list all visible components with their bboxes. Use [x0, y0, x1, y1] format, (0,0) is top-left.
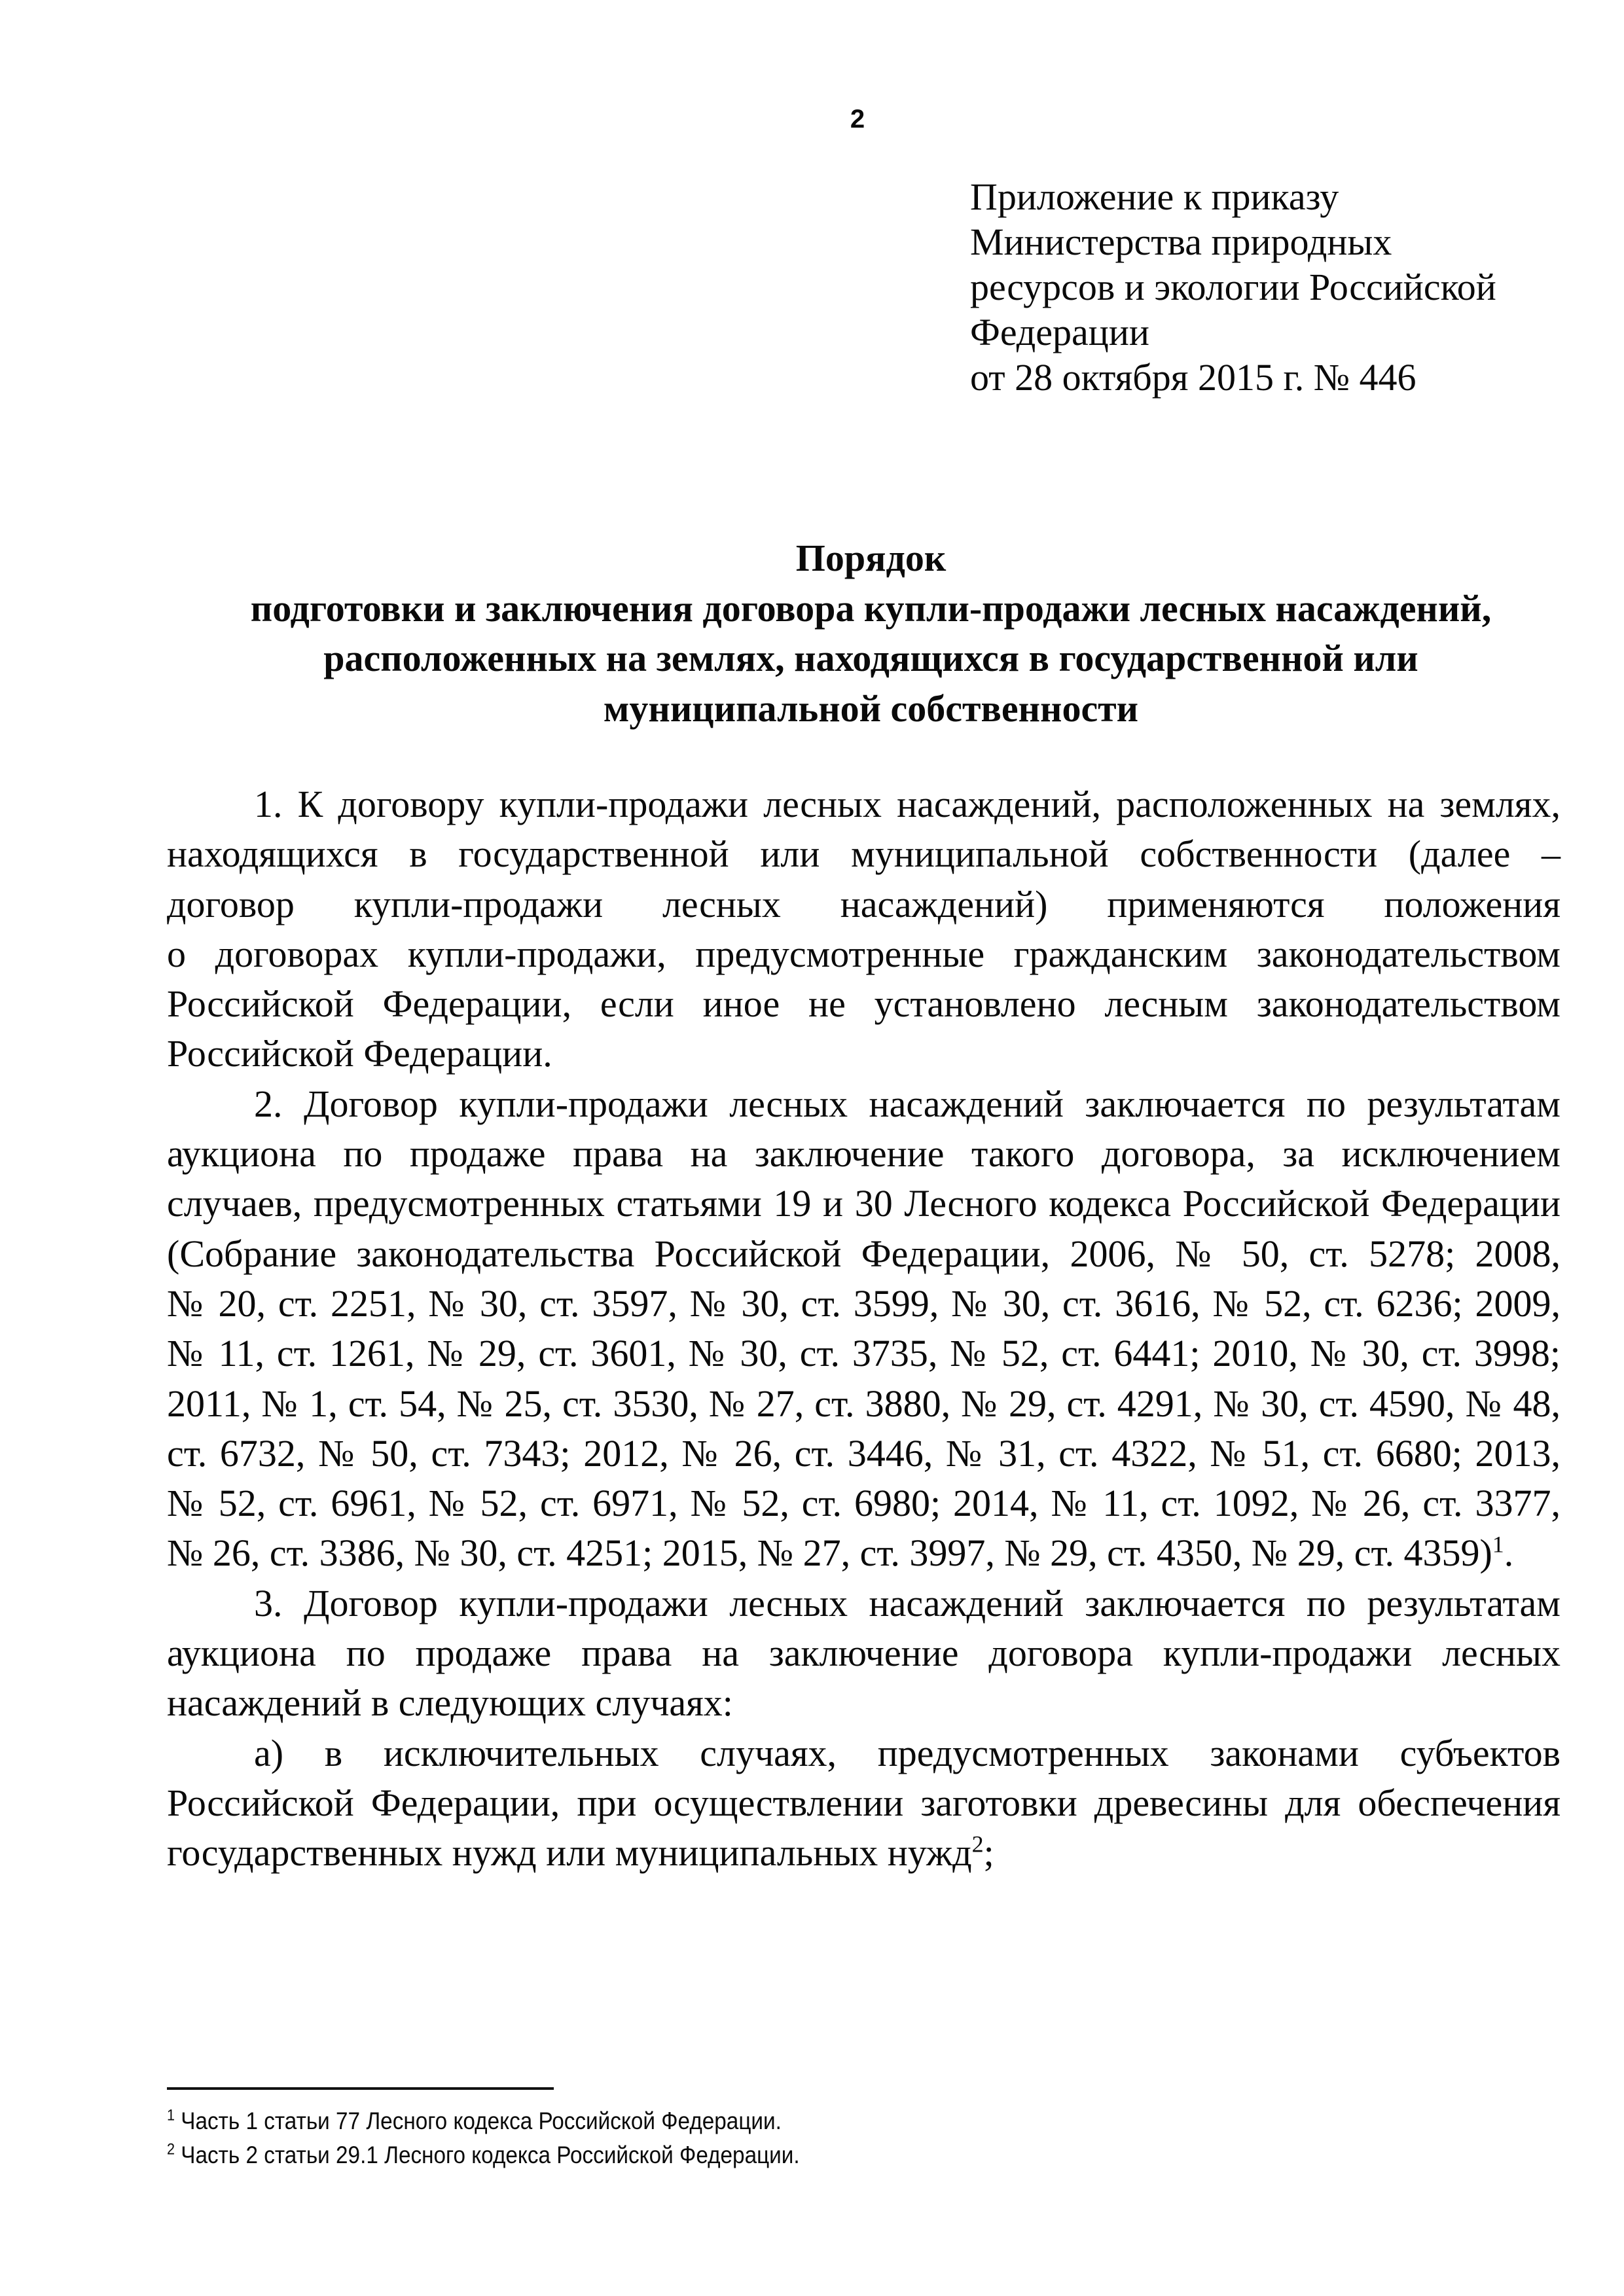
text-line: [167, 1778, 1561, 1828]
line-text: Российской Федерации, если иное не установлено лесным законодательством: [167, 982, 1561, 1026]
line-text: государственных нужд или муниципальных нужд: [167, 1831, 972, 1874]
text-line: [167, 1528, 1561, 1578]
text-line: [167, 979, 1561, 1029]
text-line: [167, 1828, 1561, 1878]
title-subtitle-line: расположенных на землях, находящихся в государственной или: [323, 637, 1418, 679]
paragraph: [167, 1729, 1561, 1878]
text-line: [167, 1229, 1561, 1279]
line-text: № 20, ст. 2251, № 30, ст. 3597, № 30, ст. 3599, № 30, ст. 3616, № 52, ст. 6236; 2009,: [167, 1282, 1561, 1325]
appendix-line: Министерства природных: [970, 221, 1392, 263]
text-line: [167, 1179, 1561, 1229]
line-text: Российской Федерации.: [167, 1032, 552, 1075]
footnote-separator: [167, 2087, 554, 2090]
text-line: [167, 1579, 1561, 1628]
appendix-header: [970, 174, 1496, 400]
page-number: 2: [850, 105, 865, 134]
line-text: а) в исключительных случаях, предусмотренных законами субъектов: [254, 1731, 1561, 1774]
line-tail: ;: [983, 1831, 994, 1874]
text-line: [167, 1429, 1561, 1479]
appendix-line: от 28 октября 2015 г. № 446: [970, 356, 1416, 399]
text-line: [167, 780, 1561, 829]
footnote-mark: 1: [167, 2106, 175, 2125]
footnote-text: Часть 1 статьи 77 Лесного кодекса Российской Федерации.: [181, 2108, 782, 2134]
line-text: аукциона по продаже права на заключение договора купли-продажи лесных: [167, 1632, 1561, 1675]
appendix-line: ресурсов и экологии Российской: [970, 266, 1496, 308]
document-title: [0, 533, 1624, 734]
text-line: [167, 1079, 1561, 1129]
line-text: Российской Федерации, при осуществлении заготовки древесины для обеспечения: [167, 1781, 1561, 1824]
paragraph: [167, 1579, 1561, 1729]
footnote-mark: 2: [167, 2140, 175, 2159]
line-text: 1. К договору купли-продажи лесных насаждений, расположенных на землях,: [254, 783, 1561, 825]
text-line: [167, 1678, 1561, 1728]
title-subtitle-line: муниципальной собственности: [603, 687, 1139, 730]
line-text: случаев, предусмотренных статьями 19 и 30 Лесного кодекса Российской Федерации: [167, 1182, 1561, 1225]
text-line: [167, 1729, 1561, 1778]
text-line: [167, 1279, 1561, 1329]
text-line: [167, 829, 1561, 879]
footnote: [167, 2104, 800, 2138]
line-text: № 11, ст. 1261, № 29, ст. 3601, № 30, ст. 3735, № 52, ст. 6441; 2010, № 30, ст. 3998;: [167, 1332, 1561, 1375]
document-body: [167, 780, 1561, 1878]
text-line: [167, 880, 1561, 929]
footnote-reference: 1: [1492, 1532, 1504, 1558]
appendix-line: Приложение к приказу: [970, 175, 1339, 218]
footnote: [167, 2138, 800, 2172]
title-subtitle-line: подготовки и заключения договора купли-продажи лесных насаждений,: [250, 586, 1492, 630]
text-line: [167, 1379, 1561, 1429]
line-text: 2011, № 1, ст. 54, № 25, ст. 3530, № 27, ст. 3880, № 29, ст. 4291, № 30, ст. 4590, № 48,: [167, 1382, 1561, 1425]
footnotes: [167, 2104, 870, 2172]
line-tail: .: [1504, 1532, 1514, 1575]
title-heading: Порядок: [795, 537, 947, 579]
text-line: [167, 1029, 1561, 1079]
line-text: ст. 6732, № 50, ст. 7343; 2012, № 26, ст. 3446, № 31, ст. 4322, № 51, ст. 6680; 2013,: [167, 1431, 1561, 1475]
appendix-line: Федерации: [970, 311, 1149, 353]
paragraph: [167, 780, 1561, 1079]
line-text: находящихся в государственной или муниципальной собственности (далее –: [167, 833, 1561, 876]
line-text: № 26, ст. 3386, № 30, ст. 4251; 2015, № 27, ст. 3997, № 29, ст. 4350, № 29, ст. 4359): [167, 1532, 1492, 1575]
text-line: [167, 1329, 1561, 1378]
footnote-reference: 2: [971, 1831, 984, 1857]
line-text: (Собрание законодательства Российской Федерации, 2006, № 50, ст. 5278; 2008,: [167, 1232, 1561, 1275]
line-text: 3. Договор купли-продажи лесных насаждений заключается по результатам: [254, 1581, 1561, 1624]
line-text: о договорах купли-продажи, предусмотренные гражданским законодательством: [167, 932, 1561, 975]
text-line: [167, 929, 1561, 979]
line-text: аукциона по продаже права на заключение такого договора, за исключением: [167, 1132, 1561, 1175]
text-line: [167, 1129, 1561, 1179]
text-line: [167, 1628, 1561, 1678]
line-text: 2. Договор купли-продажи лесных насаждений заключается по результатам: [254, 1082, 1561, 1125]
footnote-text: Часть 2 статьи 29.1 Лесного кодекса Российской Федерации.: [181, 2142, 800, 2168]
line-text: № 52, ст. 6961, № 52, ст. 6971, № 52, ст. 6980; 2014, № 11, ст. 1092, № 26, ст. 3377,: [167, 1482, 1561, 1525]
text-line: [167, 1479, 1561, 1528]
line-text: договор купли-продажи лесных насаждений) применяются положения: [167, 882, 1561, 925]
paragraph: [167, 1079, 1561, 1579]
line-text: насаждений в следующих случаях:: [167, 1681, 733, 1725]
